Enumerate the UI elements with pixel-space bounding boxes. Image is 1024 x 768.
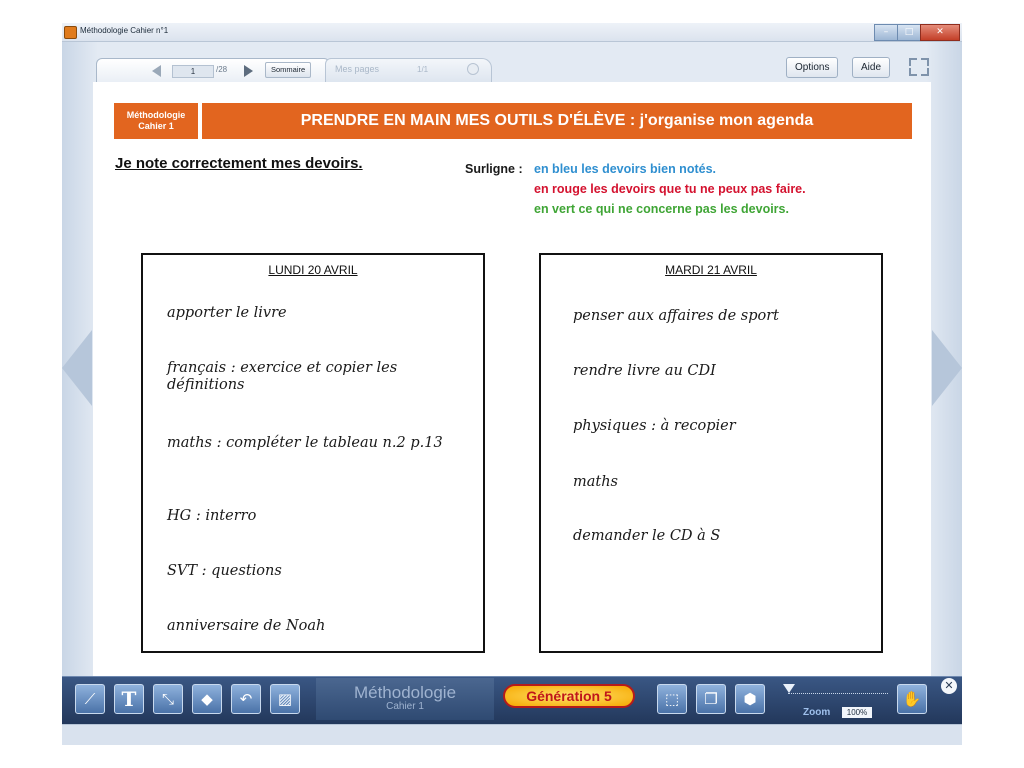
close-toolbar-icon[interactable]: ✕ xyxy=(941,678,957,694)
text-tool-icon[interactable]: T xyxy=(114,684,144,714)
maximize-button[interactable]: □ xyxy=(897,24,921,41)
mes-pages-count: 1/1 xyxy=(417,65,429,74)
agenda-box-monday xyxy=(141,253,485,653)
agenda-entry[interactable]: HG : interro xyxy=(167,508,257,524)
agenda-entry[interactable]: français : exercice et copier les définitions xyxy=(167,360,398,393)
eraser-tool-icon[interactable]: ⟋ xyxy=(75,684,105,714)
app-icon xyxy=(64,26,77,39)
agenda-entry[interactable]: physiques : à recopier xyxy=(573,418,736,434)
previous-page-arrow-icon[interactable] xyxy=(152,65,161,77)
aide-button[interactable]: Aide xyxy=(852,57,890,78)
cube-icon[interactable]: ⬢ xyxy=(735,684,765,714)
agenda-entry[interactable]: apporter le livre xyxy=(167,305,287,321)
agenda-box-tuesday xyxy=(539,253,883,653)
agenda-entry[interactable]: demander le CD à S xyxy=(573,528,721,544)
window-controls xyxy=(875,24,960,39)
brand-title: Méthodologie xyxy=(353,683,457,702)
logo-text: Génération xyxy=(526,688,601,704)
pages-icon[interactable]: ❐ xyxy=(696,684,726,714)
legend-green: en vert ce qui ne concerne pas les devoirs. xyxy=(534,202,789,216)
legend-red: en rouge les devoirs que tu ne peux pas faire. xyxy=(534,182,806,196)
bottom-strip xyxy=(62,724,962,745)
day-heading: LUNDI 20 AVRIL xyxy=(268,263,358,277)
agenda-entry[interactable]: SVT : questions xyxy=(167,563,282,579)
mes-pages-icon[interactable] xyxy=(467,63,479,75)
undo-tool-icon[interactable]: ↶ xyxy=(231,684,261,714)
badge-line-1: Méthodologie xyxy=(126,110,186,120)
hand-pan-icon[interactable]: ✋ xyxy=(897,684,927,714)
page-title: PRENDRE EN MAIN MES OUTILS D'ÉLÈVE : j'organise mon agenda xyxy=(202,103,912,139)
next-page-side-arrow-icon[interactable] xyxy=(932,330,962,406)
next-page-arrow-icon[interactable] xyxy=(244,65,253,77)
zoom-slider[interactable] xyxy=(788,693,888,694)
agenda-entry[interactable]: maths : compléter le tableau n.2 p.13 xyxy=(167,435,443,451)
window-title: Méthodologie Cahier n°1 xyxy=(80,26,169,35)
minimize-button[interactable]: – xyxy=(874,24,898,41)
day-heading: MARDI 21 AVRIL xyxy=(665,263,757,277)
agenda-entry[interactable]: anniversaire de Noah xyxy=(167,618,326,634)
brand-subtitle: Cahier 1 xyxy=(386,701,424,712)
logo-number: 5 xyxy=(604,688,612,704)
exercise-subtitle: Je note correctement mes devoirs. xyxy=(115,155,363,172)
surligne-label: Surligne : xyxy=(465,162,523,176)
agenda-entry[interactable]: rendre livre au CDI xyxy=(573,363,716,379)
rubber-tool-icon[interactable]: ◆ xyxy=(192,684,222,714)
generation5-logo xyxy=(503,684,635,708)
sommaire-button[interactable]: Sommaire xyxy=(265,62,311,78)
legend-blue: en bleu les devoirs bien notés. xyxy=(534,162,716,176)
previous-page-side-arrow-icon[interactable] xyxy=(62,330,92,406)
fullscreen-icon[interactable] xyxy=(907,56,931,78)
select-arrow-tool-icon[interactable]: ⤡ xyxy=(153,684,183,714)
cahier-badge xyxy=(114,103,198,139)
zoom-value: 100% xyxy=(842,707,872,718)
agenda-entry[interactable]: penser aux affaires de sport xyxy=(573,308,779,324)
page-number-input[interactable]: 1 xyxy=(172,65,214,78)
options-button[interactable]: Options xyxy=(786,57,838,78)
zoom-label: Zoom xyxy=(803,707,831,718)
agenda-entry[interactable]: maths xyxy=(573,474,619,490)
selection-frame-icon[interactable]: ⬚ xyxy=(657,684,687,714)
page-total: /28 xyxy=(216,65,228,74)
highlight-tool-icon[interactable]: ▨ xyxy=(270,684,300,714)
zoom-slider-thumb[interactable] xyxy=(783,684,795,693)
close-window-button[interactable]: ✕ xyxy=(920,24,960,41)
window-titlebar xyxy=(62,23,962,42)
mes-pages-label[interactable]: Mes pages xyxy=(335,64,380,74)
badge-line-2: Cahier 1 xyxy=(138,121,174,131)
